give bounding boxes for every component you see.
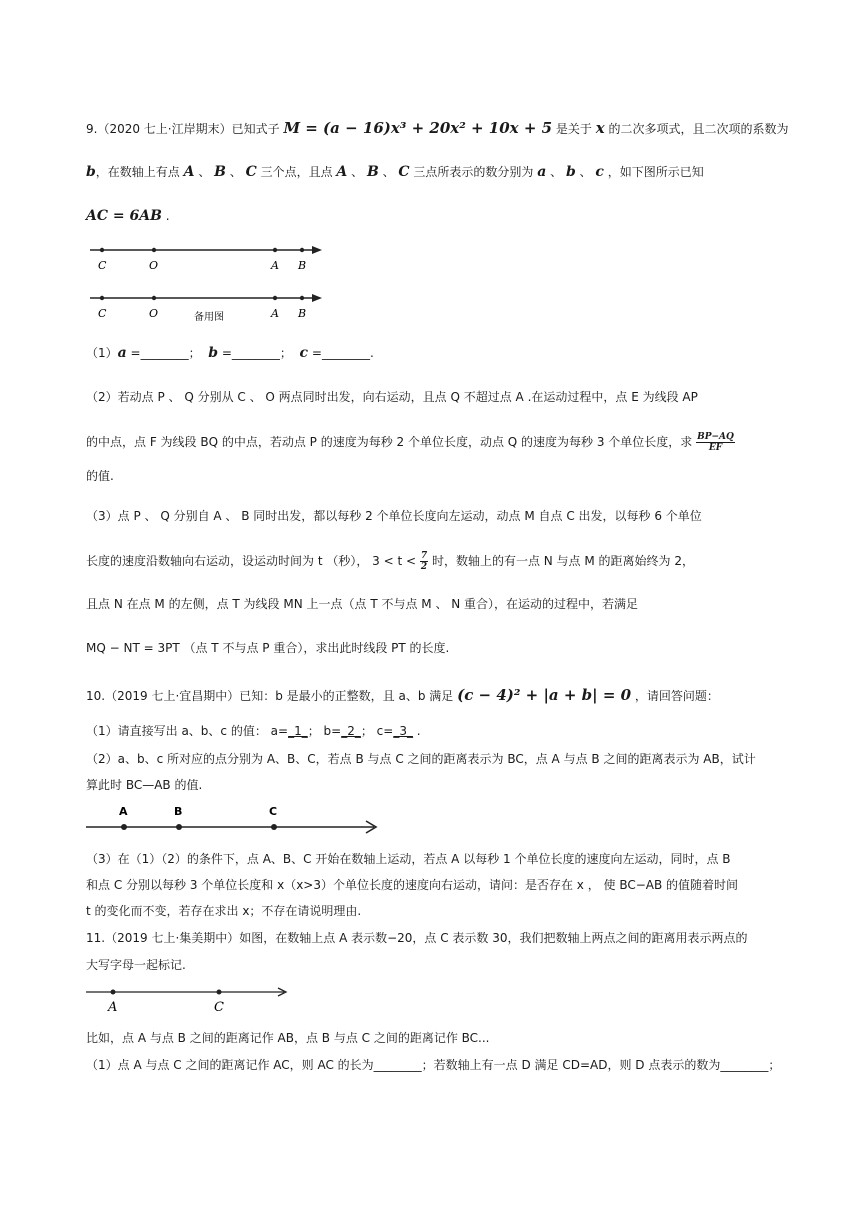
- svg-text:O: O: [149, 307, 159, 320]
- q9-number-line-figure: [86, 242, 336, 324]
- svg-text:A: A: [108, 1000, 118, 1015]
- q10-equation: (c − 4)² + |a + b| = 0: [457, 686, 632, 704]
- q9-label-o: O: [149, 259, 159, 272]
- q10-part-1: （1）请直接写出 a、b、c 的值： a=_1_； b=_2_； c=_3_ .: [86, 724, 421, 738]
- q9-part-1: （1）a =________； b =________； c =________.: [86, 345, 374, 361]
- svg-text:B: B: [298, 307, 307, 320]
- q11-part-1: （1）点 A 与点 C 之间的距离记作 AC，则 AC 的长为________；若数轴上有一点 D 满足 CD=AD，则 D 点表示的数为________；: [86, 1058, 781, 1072]
- q10-number-line: [86, 800, 386, 840]
- q11-number-line: [86, 982, 296, 1016]
- q9-fraction: $\frac{BP-AQ}{EF}$: [697, 432, 734, 453]
- q9-part-2-line-3: 的值.: [86, 469, 114, 483]
- q9-label-a: A: [271, 259, 279, 272]
- q9-line-2: b，在数轴上有点 A 、 B 、 C 三个点，且点 A 、 B 、 C 三点所表示的数分别为 a 、 b 、 c ，如下图所示已知: [86, 164, 704, 180]
- q9-point-b: [300, 248, 304, 252]
- q10-part-3-line-2: 和点 C 分别以每秒 3 个单位长度和 x（x>3）个单位长度的速度向右运动，请问：是否存在 x ， 使 BC−AB 的值随着时间: [86, 878, 739, 892]
- svg-text:C: C: [269, 805, 278, 818]
- q9-point-o: [152, 248, 156, 252]
- q11-line-1: 11.（2019 七上·集美期中）如图，在数轴上点 A 表示数−20，点 C 表示数 30，我们把数轴上两点之间的距离用表示两点的: [86, 931, 748, 945]
- q9-part-3-line-1: （3）点 P 、 Q 分别自 A 、 B 同时出发，都以每秒 2 个单位长度向左运动，动点 M 自点 C 出发，以每秒 6 个单位: [86, 509, 702, 523]
- q9-condition: AC = 6AB: [86, 208, 162, 224]
- svg-text:C: C: [98, 307, 107, 320]
- q9-fraction-7-2: $\frac{7}{2}$: [420, 551, 428, 572]
- q9-line-3: AC = 6AB .: [86, 208, 170, 224]
- q9-number-line-2: [90, 294, 322, 323]
- svg-text:C: C: [214, 1000, 224, 1015]
- q9-part-2-line-2: 的中点，点 F 为线段 BQ 的中点，若动点 P 的速度为每秒 2 个单位长度，动点 Q 的速度为每秒 3 个单位长度，求 $\frac{BP-AQ}{EF}$: [86, 432, 734, 453]
- q11-point-c: [217, 990, 222, 995]
- q11-line-3: 比如，点 A 与点 B 之间的距离记作 AB，点 B 与点 C 之间的距离记作 BC...: [86, 1031, 490, 1045]
- q10-line-1: 10.（2019 七上·宜昌期中）已知：b 是最小的正整数，且 a、b 满足 (c − 4)² + |a + b| = 0 ，请回答问题：: [86, 686, 719, 704]
- q10-point-a: [121, 824, 127, 830]
- svg-text:A: A: [271, 307, 279, 320]
- q10-part-3-line-1: （3）在（1）（2）的条件下，点 A、B、C 开始在数轴上运动，若点 A 以每秒 1 个单位长度的速度向左运动，同时，点 B: [86, 852, 731, 866]
- q9-part-2-line-1: （2）若动点 P 、 Q 分别从 C 、 O 两点同时出发，向右运动，且点 Q 不超过点 A .在运动过程中，点 E 为线段 AP: [86, 390, 698, 404]
- svg-text:B: B: [174, 805, 183, 818]
- q9-line-1: 9.（2020 七上·江岸期末）已知式子 M = (a − 16)x³ + 20x² + 10x + 5 是关于 x 的二次多项式，且二次项的系数为: [86, 119, 789, 137]
- q9-point-a: [273, 248, 277, 252]
- svg-text:A: A: [119, 805, 128, 818]
- q11-line-2: 大写字母一起标记.: [86, 958, 186, 972]
- q9-backup-label: 备用图: [194, 312, 224, 323]
- q9-part-3-line-2: 长度的速度沿数轴向右运动，设运动时间为 t （秒）， 3 < t < $\frac{7}{2}$ 时，数轴上的有一点 N 与点 M 的距离始终为 2，: [86, 551, 694, 572]
- q9-polynomial: M = (a − 16)x³ + 20x² + 10x + 5: [283, 119, 553, 137]
- q9-part-3-line-4: MQ − NT = 3PT （点 T 不与点 P 重合），求出此时线段 PT 的长度.: [86, 641, 450, 655]
- q9-label-c: C: [98, 259, 107, 272]
- q10-point-b: [176, 824, 182, 830]
- q10-point-c: [271, 824, 277, 830]
- q10-part-2-line-1: （2）a、b、c 所对应的点分别为 A、B、C，若点 B 与点 C 之间的距离表示为 BC，点 A 与点 B 之间的距离表示为 AB，试计: [86, 752, 756, 766]
- q11-point-a: [111, 990, 116, 995]
- q9-point-c: [100, 248, 104, 252]
- q10-part-3-line-3: t 的变化而不变，若存在求出 x；不存在请说明理由.: [86, 904, 362, 918]
- q10-part-2-line-2: 算此时 BC—AB 的值.: [86, 778, 203, 792]
- q9-number-line-1: [90, 246, 322, 272]
- q9-part-3-line-3: 且点 N 在点 M 的左侧，点 T 为线段 MN 上一点（点 T 不与点 M 、 N 重合），在运动的过程中，若满足: [86, 597, 639, 611]
- q9-label-b: B: [298, 259, 307, 272]
